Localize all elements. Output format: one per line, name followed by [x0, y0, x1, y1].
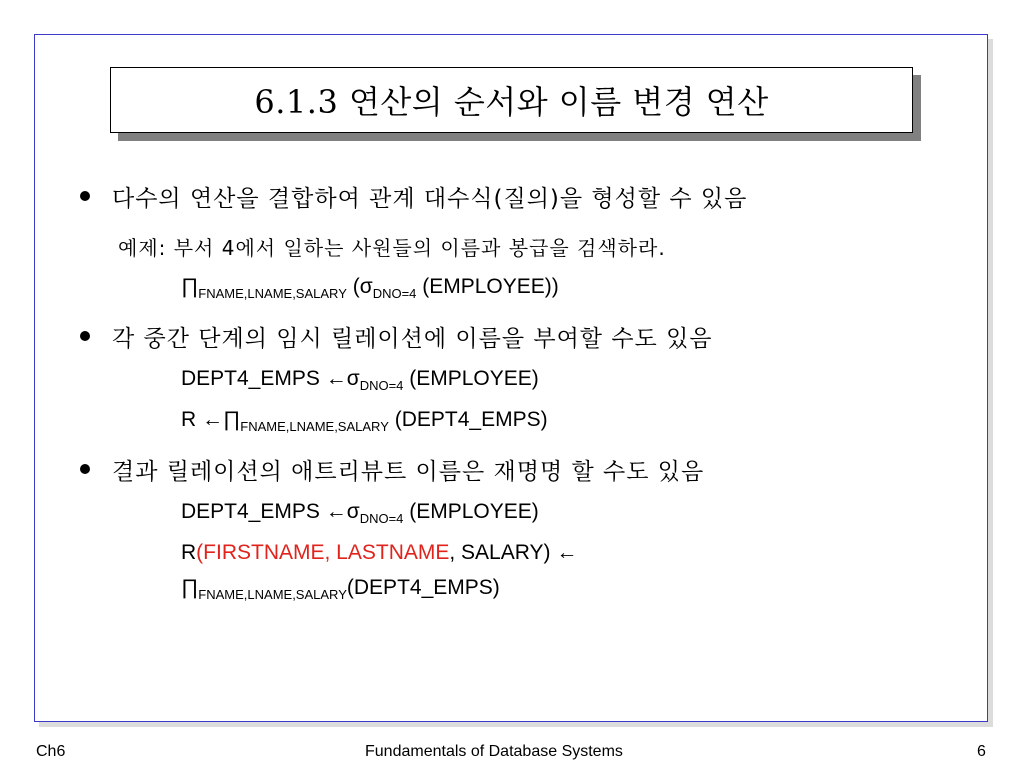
subscript: DNO=4 — [359, 511, 404, 526]
slide-title: 6.1.3 연산의 순서와 이름 변경 연산 — [254, 83, 769, 121]
pi-symbol: ∏ — [181, 576, 199, 599]
bullet-text: 각 중간 단계의 임시 릴레이션에 이름을 부여할 수도 있음 — [112, 326, 713, 352]
subscript: FNAME,LNAME,SALARY — [198, 587, 347, 602]
expression-projection — [181, 275, 559, 299]
expr-text: (DEPT4_EMPS) — [388, 408, 548, 431]
expr-text: (EMPLOYEE) — [403, 500, 539, 523]
bullet-dot-icon — [80, 331, 90, 341]
expression-rename-projection — [181, 576, 500, 600]
footer-page-number: 6 — [977, 743, 986, 760]
pi-symbol: ∏ — [181, 275, 199, 298]
footer-book-title: Fundamentals of Database Systems — [365, 743, 623, 760]
expr-text: (σ — [346, 275, 373, 298]
expr-text: DEPT4_EMPS ←σ — [181, 367, 360, 390]
expr-text: R ←∏ — [181, 408, 241, 431]
subscript: FNAME,LNAME,SALARY — [240, 419, 389, 434]
expr-text: DEPT4_EMPS ←σ — [181, 500, 360, 523]
expression-dept4-select — [181, 367, 539, 391]
bullet-text: 결과 릴레이션의 애트리뷰트 이름은 재명명 할 수도 있음 — [112, 459, 705, 485]
expr-text: R — [181, 541, 197, 564]
bullet-dot-icon — [80, 464, 90, 474]
title-box — [110, 67, 913, 133]
expr-text: , SALARY) ← — [449, 541, 578, 564]
expr-text: (EMPLOYEE)) — [416, 275, 559, 298]
bullet-text: 다수의 연산을 결합하여 관계 대수식(질의)을 형성할 수 있음 — [112, 186, 748, 212]
bullet-dot-icon — [80, 191, 90, 201]
subscript: DNO=4 — [372, 286, 417, 301]
expression-dept4-select-2 — [181, 500, 539, 524]
expression-r-project — [181, 408, 548, 432]
subscript: FNAME,LNAME,SALARY — [198, 286, 347, 301]
expression-rename — [181, 541, 577, 565]
example-label: 예제: 부서 4에서 일하는 사원들의 이름과 봉급을 검색하라. — [118, 236, 666, 260]
subscript: DNO=4 — [359, 378, 404, 393]
footer-chapter: Ch6 — [36, 743, 66, 760]
expr-text: (DEPT4_EMPS) — [346, 576, 500, 599]
expr-text: (EMPLOYEE) — [403, 367, 539, 390]
renamed-attributes: (FIRSTNAME, LASTNAME — [196, 541, 450, 564]
